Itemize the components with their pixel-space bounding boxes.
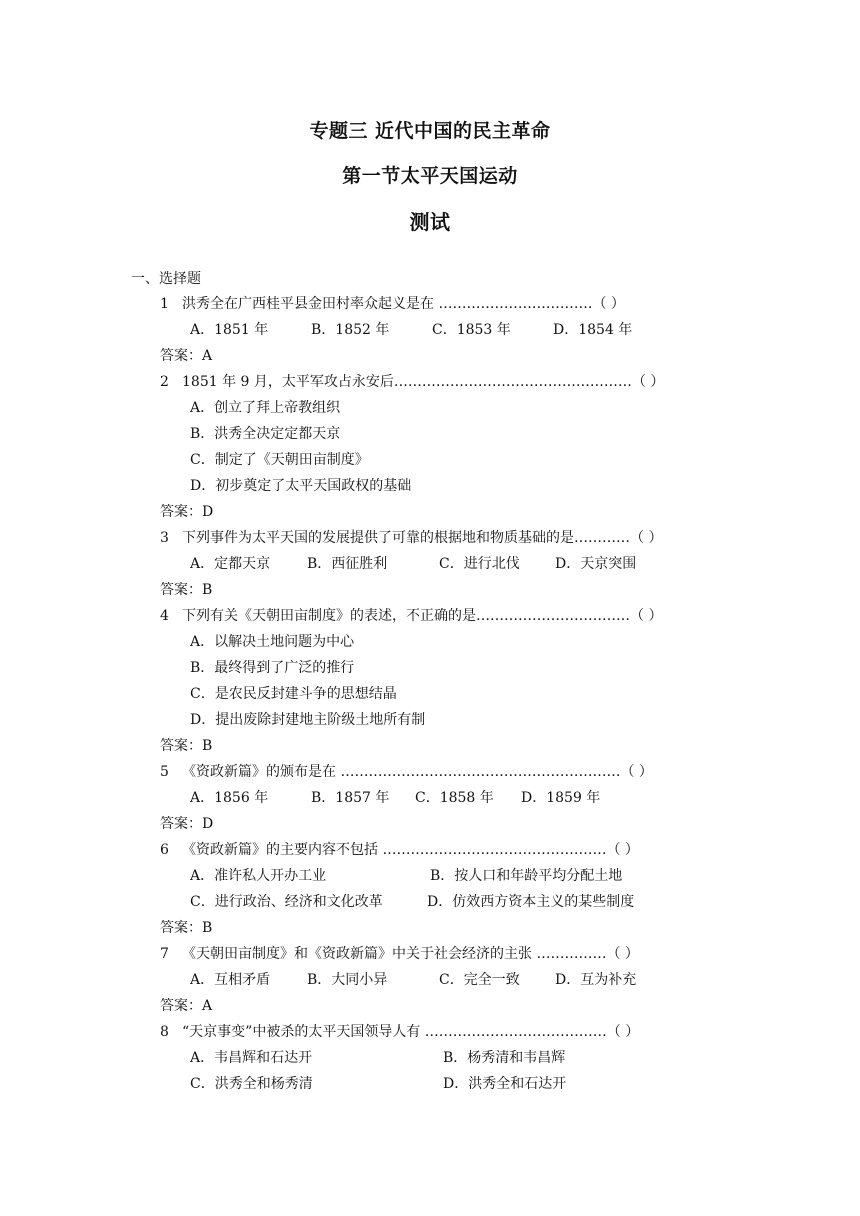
question-stem: 1851 年 9 月，太平军攻占永安后……………………………………………（ ） [182, 374, 665, 390]
answer: 答案：A [160, 998, 213, 1014]
option: C．进行北伐 [439, 556, 520, 572]
answer: 答案：D [160, 816, 214, 832]
option: C．完全一致 [439, 972, 520, 988]
option: B．按人口和年龄平均分配土地 [430, 868, 623, 884]
option: B．1852 年 [311, 322, 390, 338]
option: C．洪秀全和杨秀清 [190, 1076, 313, 1092]
option: D．天京突围 [555, 556, 637, 572]
option: B．最终得到了广泛的推行 [190, 660, 355, 676]
doc-title: 专题三 近代中国的民主革命 [309, 120, 551, 142]
option: B．洪秀全决定定都天京 [190, 426, 341, 442]
question-number: 3 [160, 530, 169, 546]
option: D．提出废除封建地主阶级土地所有制 [190, 712, 426, 728]
option: A．定都天京 [190, 556, 271, 572]
question-1 [160, 295, 625, 313]
question-number: 7 [160, 946, 169, 962]
question-stem: “天京事变”中被杀的太平天国领导人有 …………………………………（ ） [182, 1024, 640, 1040]
answer: 答案：A [160, 348, 213, 364]
option: B．大同小异 [307, 972, 388, 988]
answer: 答案：B [160, 582, 213, 598]
option: C．进行政治、经济和文化改革 [190, 894, 383, 910]
question-number: 5 [160, 764, 169, 780]
answer: 答案：B [160, 920, 213, 936]
option: D．1859 年 [521, 790, 601, 806]
option: C．1858 年 [415, 790, 494, 806]
question-8 [160, 1023, 639, 1041]
question-stem: 下列有关《天朝田亩制度》的表述，不正确的是……………………………（ ） [182, 608, 663, 624]
option: B．杨秀清和韦昌辉 [443, 1050, 566, 1066]
question-stem: 洪秀全在广西桂平县金田村率众起义是在 ……………………………（ ） [182, 296, 625, 312]
question-number: 1 [160, 296, 169, 312]
option: B．西征胜利 [307, 556, 388, 572]
option: A．互相矛盾 [190, 972, 271, 988]
option: D．初步奠定了太平天国政权的基础 [190, 478, 412, 494]
question-6 [160, 841, 639, 859]
option: C．1853 年 [432, 322, 511, 338]
question-stem: 《资政新篇》的主要内容不包括 …………………………………………（ ） [182, 842, 639, 858]
doc-subtitle: 第一节太平天国运动 [342, 165, 518, 187]
answer: 答案：D [160, 504, 214, 520]
option: A．韦昌辉和石达开 [190, 1050, 313, 1066]
section-heading: 一、选择题 [131, 271, 201, 287]
question-7 [160, 945, 639, 963]
question-number: 8 [160, 1024, 169, 1040]
question-number: 4 [160, 608, 169, 624]
option: D．仿效西方资本主义的某些制度 [427, 894, 635, 910]
option: B．1857 年 [311, 790, 390, 806]
option: C．是农民反封建斗争的思想结晶 [190, 686, 397, 702]
option: A．1856 年 [190, 790, 269, 806]
question-3 [160, 529, 662, 547]
question-2 [160, 373, 664, 391]
option: A．1851 年 [190, 322, 269, 338]
question-5 [160, 763, 653, 781]
question-stem: 《资政新篇》的颁布是在 ……………………………………………………（ ） [182, 764, 653, 780]
option: D．洪秀全和石达开 [443, 1076, 567, 1092]
option: C．制定了《天朝田亩制度》 [190, 452, 369, 468]
question-number: 6 [160, 842, 169, 858]
question-stem: 《天朝田亩制度》和《资政新篇》中关于社会经济的主张 ……………（ ） [182, 946, 639, 962]
option: A．创立了拜上帝教组织 [190, 400, 341, 416]
question-stem: 下列事件为太平天国的发展提供了可靠的根据地和物质基础的是…………（ ） [182, 530, 663, 546]
question-4 [160, 607, 662, 625]
option: A．以解决土地问题为中心 [190, 634, 355, 650]
doc-label: 测试 [409, 210, 451, 234]
option: D．1854 年 [553, 322, 633, 338]
option: A．准许私人开办工业 [190, 868, 327, 884]
answer: 答案：B [160, 738, 213, 754]
question-number: 2 [160, 374, 169, 390]
option: D．互为补充 [555, 972, 637, 988]
